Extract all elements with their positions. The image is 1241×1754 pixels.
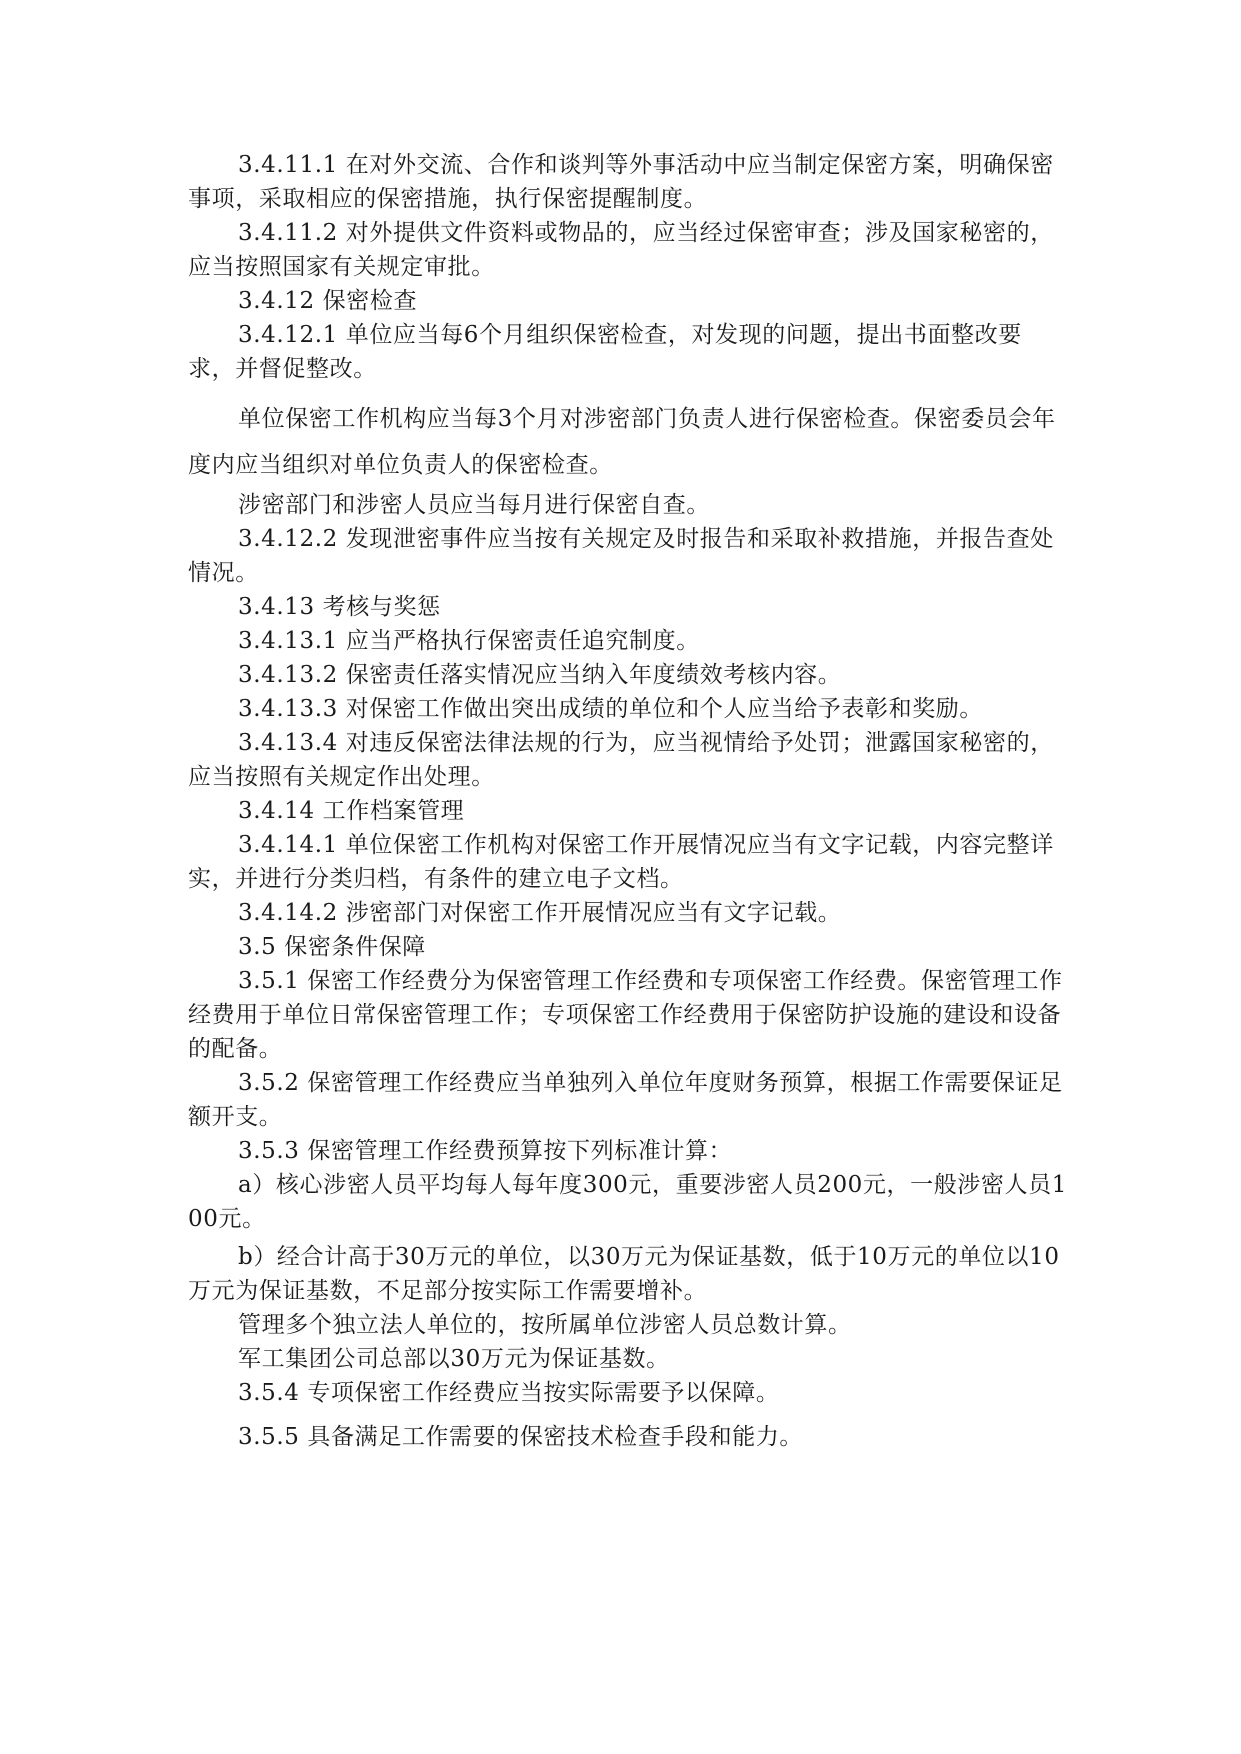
paragraph-3-4-13-1: 3.4.13.1 应当严格执行保密责任追究制度。	[238, 628, 700, 654]
paragraph-3-5-1: 3.5.1 保密工作经费分为保密管理工作经费和专项保密工作经费。保密管理工作经费用于单位日常保密管理工作；专项保密工作经费用于保密防护设施的建设和设备的配备。	[188, 968, 1063, 1062]
section-heading-3-5: 3.5 保密条件保障	[238, 934, 426, 960]
paragraph-3-4-14-1: 3.4.14.1 单位保密工作机构对保密工作开展情况应当有文字记载，内容完整详实，并进行分类归档，有条件的建立电子文档。	[188, 832, 1054, 892]
document-body	[188, 148, 1068, 1454]
paragraph-3-4-12-1: 3.4.12.1 单位应当每6个月组织保密检查，对发现的问题，提出书面整改要求，并督促整改。	[188, 322, 1022, 382]
section-heading-3-4-14: 3.4.14 工作档案管理	[238, 798, 465, 824]
section-heading-3-4-12: 3.4.12 保密检查	[238, 288, 418, 314]
list-item-b: b）经合计高于30万元的单位，以30万元为保证基数，低于10万元的单位以10万元为保证基数，不足部分按实际工作需要增补。	[188, 1244, 1060, 1304]
paragraph-3-4-11-1: 3.4.11.1 在对外交流、合作和谈判等外事活动中应当制定保密方案，明确保密事项，采取相应的保密措施，执行保密提醒制度。	[188, 152, 1054, 212]
list-item-a: a）核心涉密人员平均每人每年度300元，重要涉密人员200元，一般涉密人员100元。	[188, 1172, 1067, 1232]
paragraph-3-5-5: 3.5.5 具备满足工作需要的保密技术检查手段和能力。	[238, 1424, 804, 1450]
paragraph-self-inspection: 涉密部门和涉密人员应当每月进行保密自查。	[238, 492, 710, 518]
paragraph-3-4-13-3: 3.4.13.3 对保密工作做出突出成绩的单位和个人应当给予表彰和奖励。	[238, 696, 984, 722]
paragraph-3-5-4: 3.5.4 专项保密工作经费应当按实际需要予以保障。	[238, 1380, 780, 1406]
paragraph-inspection-schedule: 单位保密工作机构应当每3个月对涉密部门负责人进行保密检查。保密委员会年度内应当组织对单位负责人的保密检查。	[188, 406, 1056, 478]
section-heading-3-4-13: 3.4.13 考核与奖惩	[238, 594, 441, 620]
paragraph-group-headquarters: 军工集团公司总部以30万元为保证基数。	[238, 1346, 670, 1372]
paragraph-multiple-entities: 管理多个独立法人单位的，按所属单位涉密人员总数计算。	[238, 1312, 852, 1338]
paragraph-3-4-13-4: 3.4.13.4 对违反保密法律法规的行为，应当视情给予处罚；泄露国家秘密的，应当按照有关规定作出处理。	[188, 730, 1054, 790]
paragraph-3-5-3: 3.5.3 保密管理工作经费预算按下列标准计算：	[238, 1138, 733, 1164]
paragraph-3-4-14-2: 3.4.14.2 涉密部门对保密工作开展情况应当有文字记载。	[238, 900, 842, 926]
paragraph-3-5-2: 3.5.2 保密管理工作经费应当单独列入单位年度财务预算，根据工作需要保证足额开支。	[188, 1070, 1063, 1130]
paragraph-3-4-12-2: 3.4.12.2 发现泄密事件应当按有关规定及时报告和采取补救措施，并报告查处情况。	[188, 526, 1054, 586]
paragraph-3-4-11-2: 3.4.11.2 对外提供文件资料或物品的，应当经过保密审查；涉及国家秘密的，应当按照国家有关规定审批。	[188, 220, 1054, 280]
paragraph-3-4-13-2: 3.4.13.2 保密责任落实情况应当纳入年度绩效考核内容。	[238, 662, 842, 688]
